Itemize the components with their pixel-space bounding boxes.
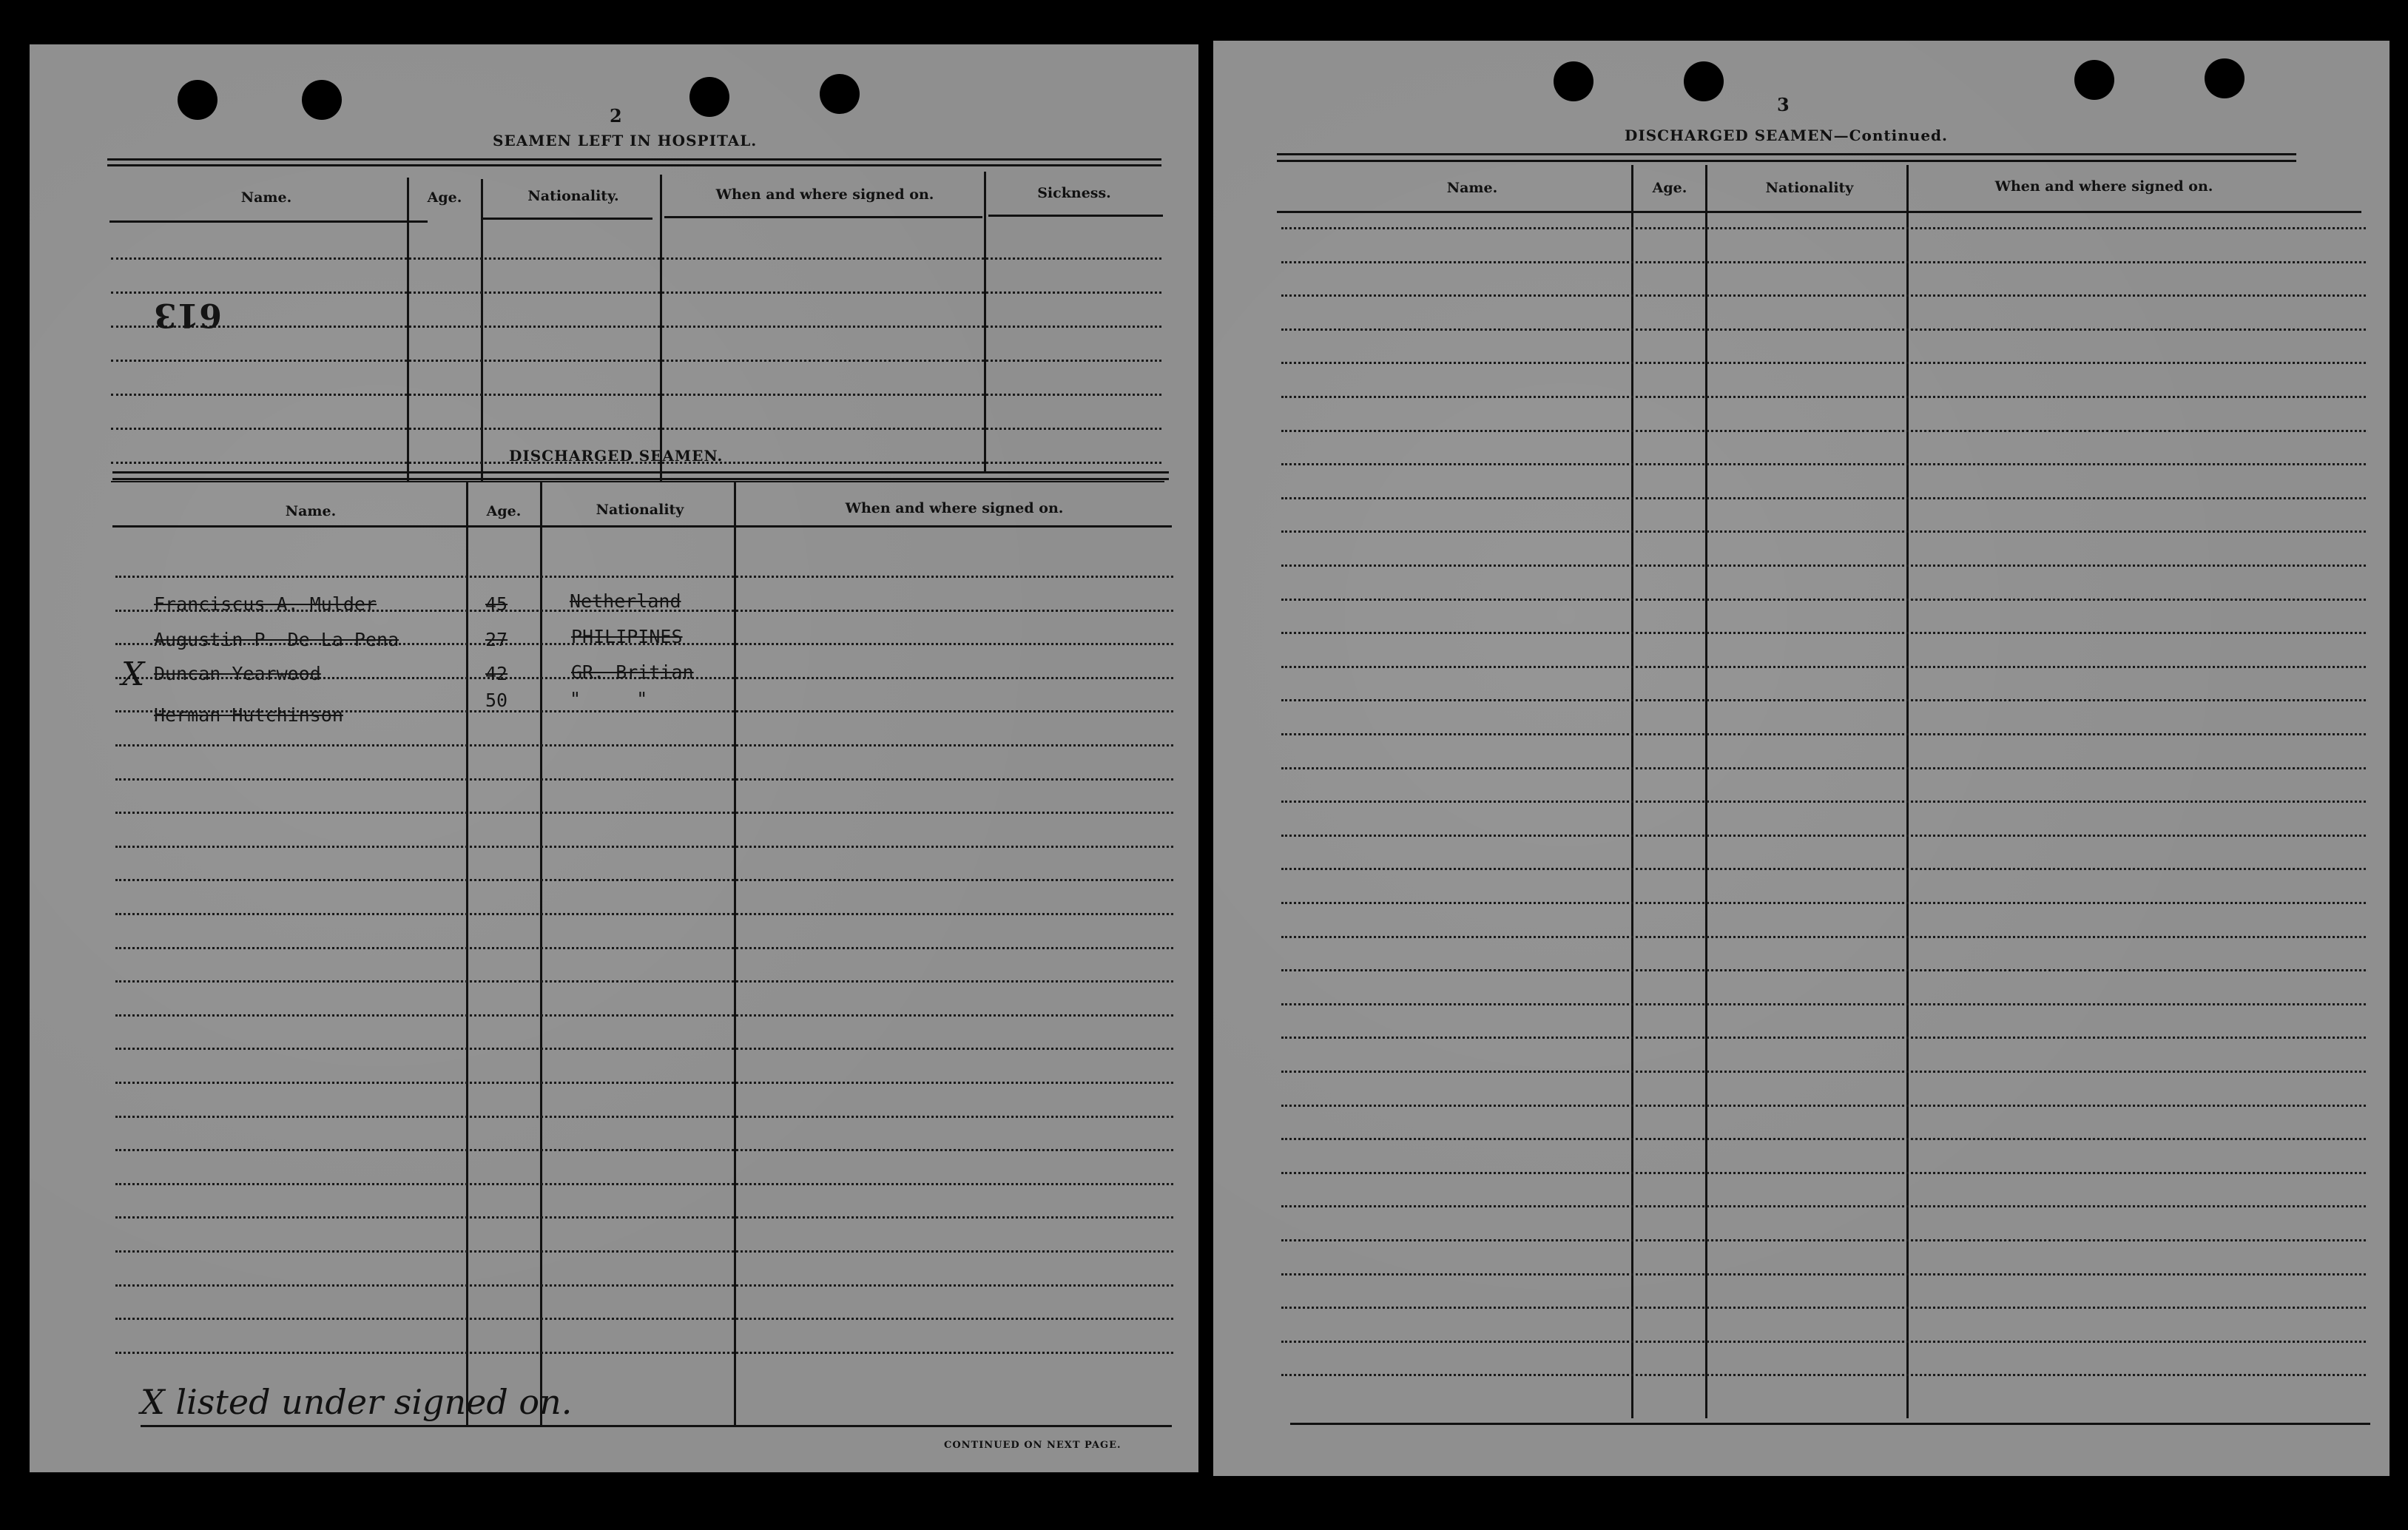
column-divider (1631, 165, 1633, 1418)
ruled-line (111, 257, 1161, 260)
col-header-signed-on: When and where signed on. (1994, 178, 2213, 195)
rule (664, 216, 982, 218)
ruled-line (1281, 1037, 2366, 1039)
punch-hole (178, 80, 217, 120)
ruled-line (115, 1014, 1173, 1017)
ruled-line (1281, 1172, 2366, 1174)
ruled-line (111, 326, 1161, 328)
ruled-line (115, 1352, 1173, 1354)
seaman-name: Duncan Yearwood (154, 663, 321, 684)
rule (141, 1425, 1172, 1427)
ruled-line (115, 1116, 1173, 1118)
ruled-line (115, 1284, 1173, 1287)
seaman-nationality: PHILIPINES (571, 626, 683, 647)
ruled-line (1281, 1138, 2366, 1140)
ruled-line (1281, 969, 2366, 971)
ruled-line (1281, 1105, 2366, 1107)
stamp-number: 613 (154, 296, 222, 334)
ruled-line (1281, 835, 2366, 837)
page-number: 2 (610, 105, 622, 127)
ruled-line (111, 394, 1161, 396)
col-header-age: Age. (1652, 180, 1687, 196)
col-header-name: Name. (1446, 180, 1498, 196)
punch-hole (689, 77, 729, 117)
col-header-sickness: Sickness. (1037, 185, 1111, 201)
punch-hole (2074, 60, 2114, 100)
ruled-line (1281, 530, 2366, 533)
ruled-line (115, 778, 1173, 781)
ruled-line (1281, 328, 2366, 331)
seaman-age: 27 (485, 629, 508, 650)
punch-hole (302, 80, 342, 120)
ruled-line (1281, 430, 2366, 432)
ruled-line (1281, 294, 2366, 297)
seaman-nationality: " " (570, 688, 648, 710)
ruled-line (1281, 699, 2366, 701)
ruled-line (1281, 1273, 2366, 1275)
ruled-line (115, 1250, 1173, 1253)
ruled-line (115, 812, 1173, 814)
handwritten-note: X listed under signed on. (141, 1382, 573, 1422)
ruled-line (115, 1048, 1173, 1050)
ruled-line (111, 291, 1161, 294)
col-header-nationality: Nationality. (527, 188, 619, 204)
continued-note: CONTINUED ON NEXT PAGE. (944, 1440, 1122, 1451)
ruled-line (1281, 801, 2366, 803)
seaman-age: 50 (485, 690, 508, 711)
rule (112, 525, 1172, 528)
ruled-line (1281, 1071, 2366, 1073)
ruled-line (111, 360, 1161, 362)
ruled-line (1281, 902, 2366, 904)
ruled-line (1281, 463, 2366, 465)
punch-hole (1554, 61, 1593, 101)
ruled-line (115, 744, 1173, 747)
col-header-age: Age. (486, 503, 522, 519)
ruled-line (111, 428, 1161, 430)
ruled-line (1281, 1374, 2366, 1376)
seaman-nationality: Netherland (570, 590, 681, 612)
ruled-line (1281, 936, 2366, 938)
ruled-line (115, 879, 1173, 881)
section-title: DISCHARGED SEAMEN—Continued. (1625, 127, 1948, 144)
seaman-age: 42 (485, 663, 508, 684)
hospital-section-title: SEAMEN LEFT IN HOSPITAL. (493, 132, 758, 149)
ruled-line (1281, 362, 2366, 364)
rule (107, 164, 1161, 166)
ruled-line (1281, 1307, 2366, 1309)
col-header-nationality: Nationality (1765, 180, 1854, 196)
seaman-name: Herman Hutchinson (154, 704, 343, 726)
ruled-line (1281, 666, 2366, 668)
punch-hole (1684, 61, 1724, 101)
rule (1277, 153, 2296, 155)
col-header-signed-on: When and where signed on. (845, 500, 1064, 516)
ruled-line (1281, 1341, 2366, 1343)
col-header-age: Age. (427, 189, 462, 206)
rule (1277, 211, 2361, 213)
rule (112, 478, 1169, 480)
rule (988, 215, 1163, 217)
margin-mark: X (121, 656, 145, 693)
ruled-line (115, 980, 1173, 983)
punch-hole (2205, 58, 2245, 98)
rule (109, 220, 428, 223)
ruled-line (1281, 396, 2366, 398)
seaman-name: Franciscus A. Mulder (154, 593, 377, 615)
ruled-line (115, 1149, 1173, 1151)
rule (1290, 1423, 2370, 1425)
rule (107, 158, 1161, 161)
ruled-line (1281, 733, 2366, 735)
rule (481, 218, 652, 220)
ruled-line (1281, 1003, 2366, 1005)
seaman-nationality: GR. Britian (571, 661, 694, 683)
rule (112, 471, 1169, 474)
ruled-line (115, 1183, 1173, 1185)
ruled-line (1281, 1205, 2366, 1207)
ruled-line (115, 576, 1173, 578)
column-divider (407, 178, 409, 481)
seaman-name: Augustin P. De La Pena (154, 629, 399, 650)
ruled-line (115, 846, 1173, 848)
rule (111, 481, 1164, 482)
column-divider (1705, 165, 1707, 1418)
col-header-signed-on: When and where signed on. (715, 186, 934, 203)
left-page (30, 44, 1198, 1472)
ruled-line (1281, 767, 2366, 769)
ruled-line (1281, 1239, 2366, 1241)
right-page (1213, 41, 2390, 1476)
column-divider (660, 175, 662, 481)
ruled-line (115, 1318, 1173, 1320)
page-number: 3 (1777, 94, 1790, 115)
ruled-line (115, 1216, 1173, 1219)
seaman-age: 45 (485, 593, 508, 615)
ruled-line (115, 947, 1173, 949)
ruled-line (1281, 497, 2366, 499)
col-header-name: Name. (240, 189, 292, 206)
ruled-line (1281, 632, 2366, 634)
column-divider (481, 179, 483, 481)
punch-hole (820, 74, 860, 114)
discharged-section-title: DISCHARGED SEAMEN. (509, 447, 724, 465)
ruled-line (1281, 227, 2366, 229)
ruled-line (1281, 261, 2366, 263)
ruled-line (1281, 868, 2366, 870)
ruled-line (1281, 565, 2366, 567)
column-divider (1906, 165, 1909, 1418)
col-header-name: Name. (285, 503, 337, 519)
ruled-line (1281, 599, 2366, 601)
rule (1277, 160, 2296, 162)
ruled-line (115, 1082, 1173, 1084)
ruled-line (115, 913, 1173, 915)
col-header-nationality: Nationality (596, 502, 684, 518)
